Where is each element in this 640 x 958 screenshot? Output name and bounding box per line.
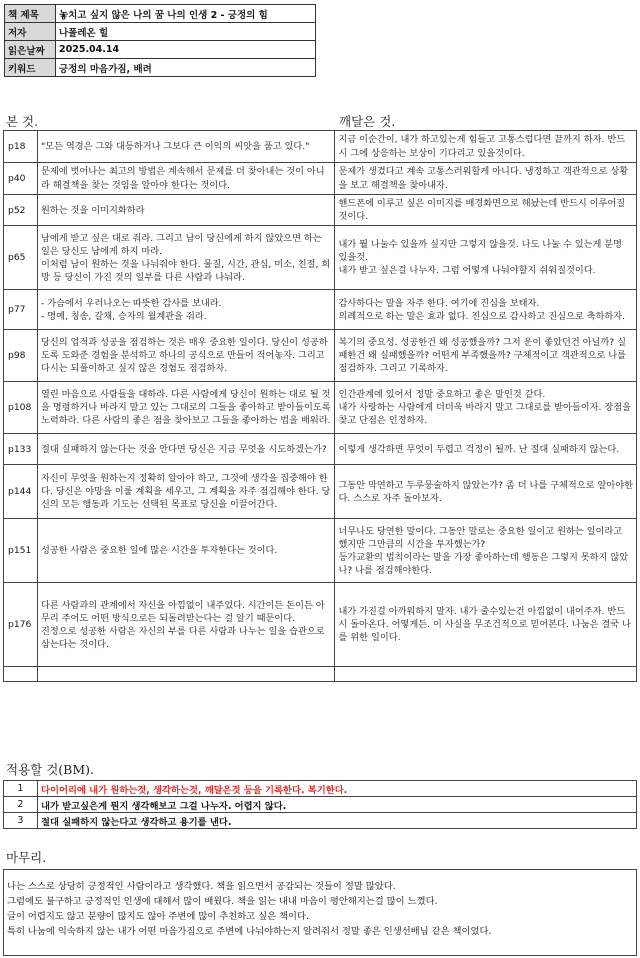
page-number: p65 bbox=[4, 226, 38, 290]
info-row-keywords bbox=[5, 59, 316, 77]
closing-line: 나는 스스로 상당히 긍정적인 사람이라고 생각했다. 책을 읽으면서 공감되는 것들이 정말 많았다. bbox=[7, 881, 396, 892]
table-row bbox=[4, 382, 637, 434]
reflection-text: 이렇게 생각하면 무엇이 두렵고 걱정이 될까. 난 절대 실패하지 않는다. bbox=[335, 434, 637, 465]
quote-text: 절대 실패하지 않는다는 것을 안다면 당신은 지금 무엇을 시도하겠는가? bbox=[37, 434, 335, 465]
info-key: 키워드 bbox=[5, 59, 56, 77]
reflection-text: 핸드폰에 이루고 싶은 이미지를 배경화면으로 해놨는데 반드시 이루어질것이다. bbox=[335, 195, 637, 226]
page-number: p108 bbox=[4, 382, 38, 434]
book-author: 나폴레온 힐 bbox=[56, 23, 316, 41]
apply-text: 다이어리에 내가 원하는것, 생각하는것, 깨달은것 등을 기록한다. 복기한다. bbox=[38, 781, 637, 797]
quote-text: "모든 역경은 그와 대등하거나 그보다 큰 이익의 씨앗을 품고 있다." bbox=[37, 131, 335, 163]
reflection-text: 지금 이순간이, 내가 하고있는게 힘들고 고통스럽다면 끝까지 하자. 반드시 그에 상응하는 보상이 기다리고 있을것이다. bbox=[335, 131, 637, 163]
quote-text: 원하는 것을 이미지화하라 bbox=[37, 195, 335, 226]
quote-text bbox=[37, 667, 335, 682]
table-row bbox=[4, 434, 637, 465]
quote-text: - 가슴에서 우러나오는 따뜻한 감사를 보내라. - 명예, 칭송, 갈채, 승자의 월계관을 줘라. bbox=[37, 290, 335, 330]
heading-seen: 본 것. bbox=[6, 114, 39, 129]
table-row bbox=[4, 519, 637, 583]
reflection-text: 인간관계에 있어서 정말 중요하고 좋은 말인것 같다. 내가 사랑하는 사람에게 더더욱 바라지 말고 그대로를 받아들이자. 장점을 찾고 단점은 인정하자. bbox=[335, 382, 637, 434]
quote-text: 다른 사람과의 관계에서 자신을 아낌없이 내주었다. 시간이든 돈이든 아무리 주어도 어떤 방식으로든 되돌려받는다는 걸 알기 때문이다. 진정으로 성공한 사람은 자신의 부를 다른 사람과 나누는 일을 습관으로 삼는다는 것이다. bbox=[37, 583, 335, 667]
table-row bbox=[4, 667, 637, 682]
info-key: 저자 bbox=[5, 23, 56, 41]
reflection-text: 복기의 중요성. 성공한건 왜 성공했을까? 그저 운이 좋았던건 아닐까? 실패한건 왜 실패했을까? 어떤게 부족했을까? 구체적이고 객관적으로 나를 점검하자. 그리고 기록하자. bbox=[335, 330, 637, 382]
reflection-text: 감사하다는 말을 자주 한다. 여기에 진심을 보태자. 의례적으로 하는 말은 효과 없다. 진심으로 감사하고 진심으로 축하하자. bbox=[335, 290, 637, 330]
quote-text: 자신이 무엇을 원하는지 정확히 알아야 하고, 그것에 생각을 집중해야 한다. 당신은 야망을 이룰 계획을 세우고, 그 계획을 자주 점검해야 한다. 당신의 모든 행동과 기도는 선택된 목표로 당신을 이끌어간다. bbox=[37, 465, 335, 519]
table-row bbox=[4, 163, 637, 195]
table-row bbox=[4, 583, 637, 667]
closing-box bbox=[3, 869, 637, 956]
keywords: 긍정의 마음가짐, 배려 bbox=[56, 59, 316, 77]
page-number: p52 bbox=[4, 195, 38, 226]
info-key: 읽은날짜 bbox=[5, 41, 56, 59]
page-number: p151 bbox=[4, 519, 38, 583]
apply-row bbox=[4, 797, 637, 813]
heading-realized: 깨달은 것. bbox=[339, 114, 396, 129]
apply-body bbox=[4, 781, 637, 829]
table-row bbox=[4, 330, 637, 382]
apply-number: 1 bbox=[4, 781, 38, 797]
page-number: p176 bbox=[4, 583, 38, 667]
quote-text: 성공한 사람은 중요한 일에 많은 시간을 투자한다는 것이다. bbox=[37, 519, 335, 583]
apply-number: 3 bbox=[4, 813, 38, 829]
quote-text: 문제에 벗어나는 최고의 방법은 계속해서 문제를 더 찾아내는 것이 아니라 해결책을 찾는 것임을 알아야 한다는 것이다. bbox=[37, 163, 335, 195]
info-row-title bbox=[5, 5, 316, 23]
apply-row bbox=[4, 781, 637, 797]
read-date: 2025.04.14 bbox=[56, 41, 316, 59]
table-row bbox=[4, 465, 637, 519]
reflection-text: 너무나도 당연한 말이다. 그동안 말로는 중요한 일이고 원하는 일이라고 했지만 그만큼의 시간을 투자했는가? 등가교환의 법칙이라는 말을 가장 좋아하는데 행동은 그렇지 못하지 않았나? 나를 점검해야한다. bbox=[335, 519, 637, 583]
notes-body bbox=[4, 131, 637, 682]
page-number: p18 bbox=[4, 131, 38, 163]
info-row-date bbox=[5, 41, 316, 59]
closing-line: 그럼에도 불구하고 긍정적인 인생에 대해서 많이 배웠다. 책을 읽는 내내 마음이 평안해지는걸 많이 느꼈다. bbox=[7, 896, 438, 908]
apply-text: 절대 실패하지 않는다고 생각하고 용기를 낸다. bbox=[38, 813, 637, 829]
reflection-text: 그동안 막연하고 두루뭉술하지 않았는가? 좀 더 나를 구체적으로 알아야한다. 스스로 자주 돌아보자. bbox=[335, 465, 637, 519]
table-row bbox=[4, 290, 637, 330]
table-row bbox=[4, 195, 637, 226]
quote-text: 당신의 업적과 성공을 점검하는 것은 매우 중요한 일이다. 당신이 성공하도록 도와준 경험을 분석하고 하나의 공식으로 만들어 적어놓자. 그리고 다시는 되풀이하고 싶지 않은 경험도 점검하자. bbox=[37, 330, 335, 382]
page-number: p144 bbox=[4, 465, 38, 519]
table-row bbox=[4, 131, 637, 163]
table-row bbox=[4, 226, 637, 290]
quote-text: 남에게 받고 싶은 대로 줘라. 그리고 남이 당신에게 하지 않았으면 하는 일은 당신도 남에게 하지 마라. 이처럼 남이 원하는 것을 나눠줘야 한다. 물질, 시간, 관심, 미소, 친절, 희망 등 당신이 가진 것의 일부를 다른 사람과 나눠라. bbox=[37, 226, 335, 290]
heading-apply: 적용할 것(BM). bbox=[6, 762, 94, 777]
closing-line: 특히 나눔에 익숙하지 않는 내가 어떤 마음가짐으로 주변에 나눠야하는지 알려줘서 정말 좋은 인생선배님 같은 책이었다. bbox=[7, 926, 492, 938]
apply-text: 내가 받고싶은게 뭔지 생각해보고 그걸 나누자. 어렵지 않다. bbox=[38, 797, 637, 813]
reflection-text bbox=[335, 667, 637, 682]
book-info-table bbox=[4, 4, 316, 77]
closing-line: 글이 어렵지도 않고 분량이 많지도 않아 주변에 많이 추천하고 싶은 책이다. bbox=[7, 911, 309, 923]
page-number: p98 bbox=[4, 330, 38, 382]
info-row-author bbox=[5, 23, 316, 41]
heading-closing: 마무리. bbox=[6, 850, 47, 865]
info-key: 책 제목 bbox=[5, 5, 56, 23]
notes-table bbox=[3, 130, 637, 682]
page-number: p77 bbox=[4, 290, 38, 330]
apply-table bbox=[3, 780, 637, 829]
page-number: p40 bbox=[4, 163, 38, 195]
book-title: 놓치고 싶지 않은 나의 꿈 나의 인생 2 - 긍정의 힘 bbox=[56, 5, 316, 23]
quote-text: 열린 마음으로 사람들을 대하라. 다른 사람에게 당신이 원하는 대로 될 것을 명령하거나 바라지 말고 있는 그대로의 그들을 좋아하고 받아들이도록 노력하라. 다른 사람의 좋은 점을 찾아보고 그들을 좋아하는 법을 배워라. bbox=[37, 382, 335, 434]
reflection-text: 내가 뭘 나눌수 있을까 싶지만 그렇지 않을것. 나도 나눌 수 있는게 분명 있을것. 내가 받고 싶은걸 나누자. 그럼 어떻게 나눠야할지 쉬워질것이다. bbox=[335, 226, 637, 290]
reflection-text: 내가 가진걸 아까워하지 말자. 내가 줄수있는건 아낌없이 내어주자. 반드시 돌아온다. 어떻게든. 이 사실을 무조건적으로 믿어본다. 나눔은 결국 나를 위한 일이다. bbox=[335, 583, 637, 667]
apply-number: 2 bbox=[4, 797, 38, 813]
apply-row bbox=[4, 813, 637, 829]
page-number bbox=[4, 667, 38, 682]
reflection-text: 문제가 생겼다고 계속 고통스러워할게 아니다. 냉정하고 객관적으로 상황을 보고 해결책을 찾아내자. bbox=[335, 163, 637, 195]
page-number: p133 bbox=[4, 434, 38, 465]
